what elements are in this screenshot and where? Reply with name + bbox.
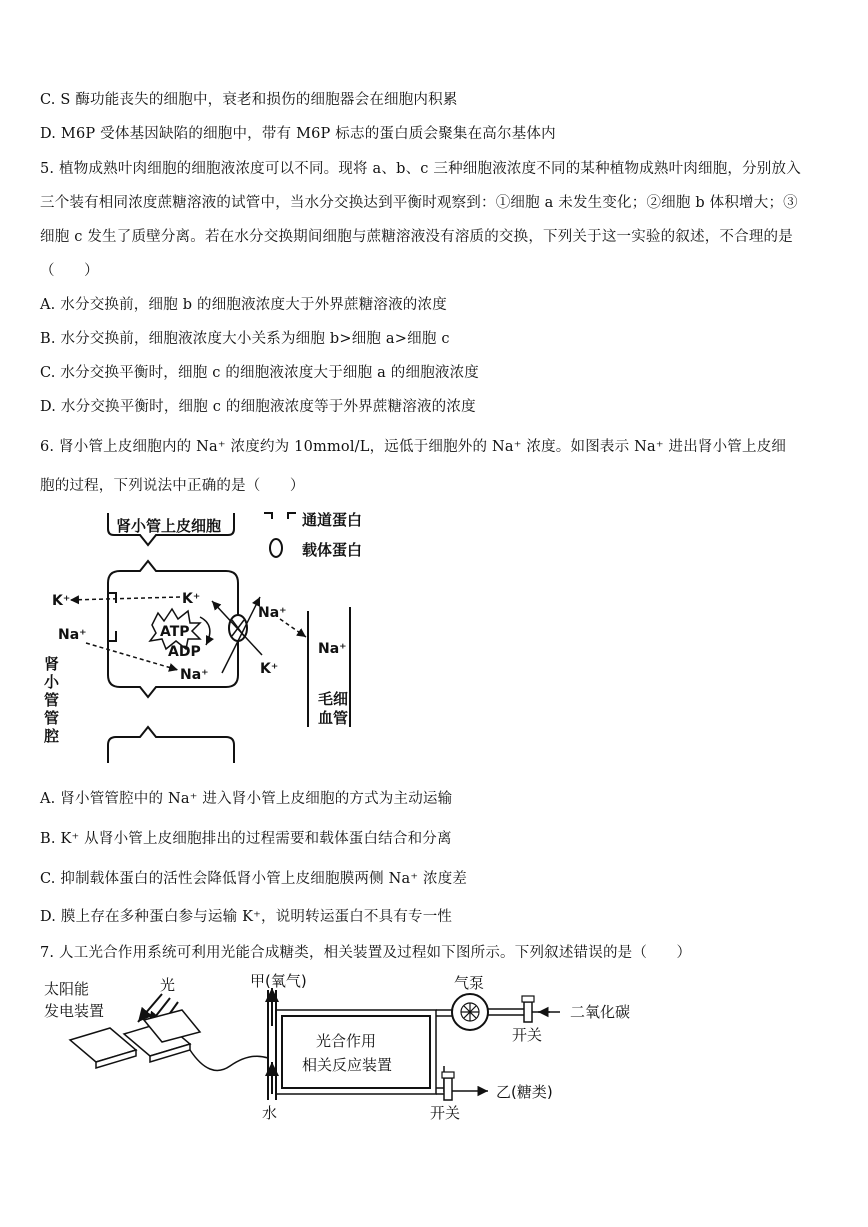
q6-stem-line-1: 6. 肾小管上皮细胞内的 Na⁺ 浓度约为 10mmol/L，远低于细胞外的 Na⁺ 浓度。如图表示 Na⁺ 进出肾小管上皮细: [40, 439, 787, 455]
sugar-label: 乙(糖类): [496, 1083, 553, 1101]
bottom-switch-icon: [444, 1078, 452, 1100]
light-label: 光: [160, 976, 176, 994]
legend-channel-icon: [264, 513, 296, 519]
oxygen-label: 甲(氧气): [250, 972, 307, 990]
solar-label-1: 太阳能: [44, 980, 90, 998]
q5-stem-line-1: 5. 植物成熟叶肉细胞的细胞液浓度可以不同。现将 a、b、c 三种细胞液浓度不同的某种植物成熟叶肉细胞，分别放入: [40, 161, 801, 177]
kidney-cell-transport-diagram: [40, 505, 420, 770]
q4-option-c: C. S 酶功能丧失的细胞中，衰老和损伤的细胞器会在细胞内积累: [40, 92, 458, 108]
cell-label: 肾小管上皮细胞: [116, 517, 222, 535]
na-inside-label: Na⁺: [180, 667, 209, 683]
adp-label: ADP: [168, 644, 201, 660]
q6-option-a: A. 肾小管管腔中的 Na⁺ 进入肾小管上皮细胞的方式为主动运输: [40, 791, 453, 807]
channel-protein-k: [108, 593, 116, 603]
top-switch-icon: [524, 1002, 532, 1022]
lower-cell-outline: [108, 727, 234, 763]
q7-stem: 7. 人工光合作用系统可利用光能合成糖类，相关装置及过程如下图所示。下列叙述错误的是（ ）: [40, 945, 692, 961]
bottom-switch-label: 开关: [430, 1104, 461, 1122]
k-out-label: K⁺: [52, 593, 71, 609]
capillary-vertical-label: 毛细血管: [318, 690, 349, 727]
q5-stem-line-2: 三个装有相同浓度蔗糖溶液的试管中，当水分交换达到平衡时观察到：①细胞 a 未发生变化；②细胞 b 体积增大；③: [40, 195, 798, 211]
reactor-box: [282, 1016, 430, 1088]
k-inside-label: K⁺: [182, 591, 201, 607]
na-blood-label: Na⁺: [318, 641, 347, 657]
reactor-label-2: 相关反应装置: [302, 1056, 393, 1074]
top-switch-label: 开关: [512, 1026, 543, 1044]
q5-option-a: A. 水分交换前，细胞 b 的细胞液浓度大于外界蔗糖溶液的浓度: [40, 297, 447, 313]
q5-option-d: D. 水分交换平衡时，细胞 c 的细胞液浓度等于外界蔗糖溶液的浓度: [40, 399, 476, 415]
q6-option-d: D. 膜上存在多种蛋白参与运输 K⁺，说明转运蛋白不具有专一性: [40, 909, 453, 925]
channel-protein-na: [108, 631, 116, 641]
legend-carrier-label: 载体蛋白: [302, 541, 363, 559]
atp-label: ATP: [160, 624, 190, 640]
q5-option-b: B. 水分交换前，细胞液浓度大小关系为细胞 b>细胞 a>细胞 c: [40, 331, 450, 347]
water-label: 水: [262, 1104, 278, 1122]
artificial-photosynthesis-diagram: [40, 970, 660, 1130]
legend-carrier-icon: [270, 539, 282, 557]
q6-option-b: B. K⁺ 从肾小管上皮细胞排出的过程需要和载体蛋白结合和分离: [40, 831, 452, 847]
q5-option-c: C. 水分交换平衡时，细胞 c 的细胞液浓度大于细胞 a 的细胞液浓度: [40, 365, 479, 381]
na-pump-label: Na⁺: [258, 605, 287, 621]
q5-stem-line-3: 细胞 c 发生了质壁分离。若在水分交换期间细胞与蔗糖溶液没有溶质的交换，下列关于这一实验的叙述，不合理的是: [40, 229, 793, 245]
q6-stem-line-2: 胞的过程，下列说法中正确的是（ ）: [40, 478, 305, 494]
lumen-vertical-label: 肾小管管腔: [44, 655, 60, 745]
legend-channel-label: 通道蛋白: [302, 511, 363, 529]
q4-option-d: D. M6P 受体基因缺陷的细胞中，带有 M6P 标志的蛋白质会聚集在高尔基体内: [40, 126, 556, 142]
q5-stem-line-4: （ ）: [40, 263, 99, 279]
solar-label-2: 发电装置: [44, 1002, 105, 1020]
na-lumen-label: Na⁺: [58, 627, 87, 643]
co2-label: 二氧化碳: [570, 1003, 631, 1021]
reactor-label-1: 光合作用: [316, 1032, 377, 1050]
q6-option-c: C. 抑制载体蛋白的活性会降低肾小管上皮细胞膜两侧 Na⁺ 浓度差: [40, 871, 468, 887]
k-pump-label: K⁺: [260, 661, 279, 677]
pump-label: 气泵: [454, 974, 485, 992]
